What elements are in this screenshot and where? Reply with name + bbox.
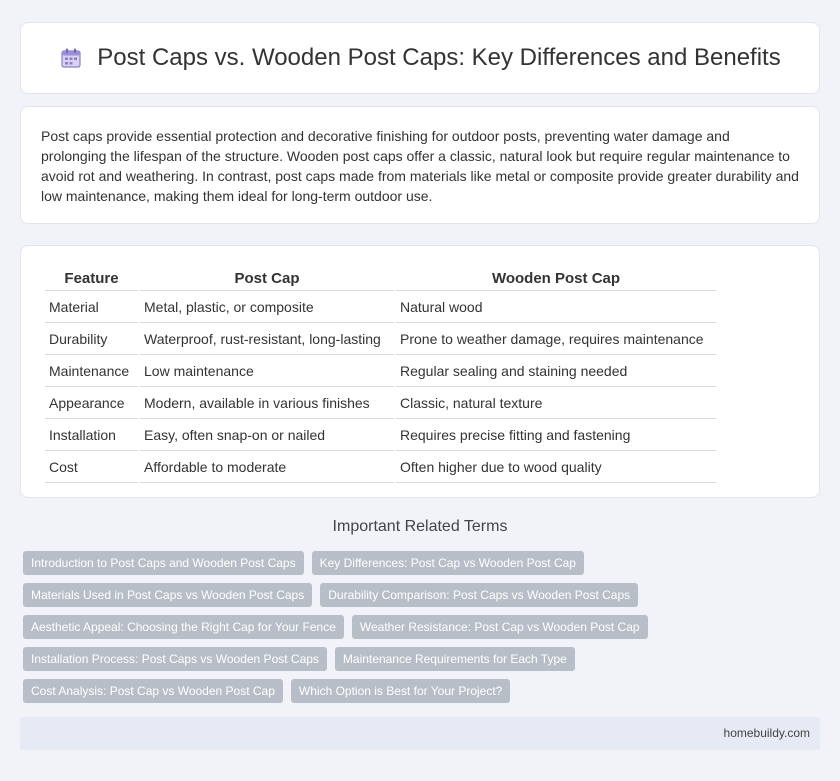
intro-text: Post caps provide essential protection and decorative finishing for outdoor posts, preventing water damage and prolonging the lifespan of the structure. Wooden post caps offer a classic, natural look but require regular maintenance to avoid rot and weathering. In contrast, post caps made from materials like metal or composite provide greater durability and low maintenance, making them ideal for long-term outdoor use.	[41, 128, 799, 204]
header-feature: Feature	[45, 268, 138, 291]
page-title: Post Caps vs. Wooden Post Caps: Key Differences and Benefits	[97, 44, 781, 71]
table-row	[45, 293, 716, 323]
title-card	[20, 22, 820, 94]
table-row	[45, 325, 716, 355]
tag-row	[23, 583, 823, 607]
cell-post-cap: Waterproof, rust-resistant, long-lasting	[140, 325, 394, 355]
related-terms-list	[23, 551, 823, 711]
cell-feature: Material	[45, 293, 138, 323]
cell-post-cap: Easy, often snap-on or nailed	[140, 421, 394, 451]
calendar-icon	[59, 46, 83, 70]
related-term-tag[interactable]: Key Differences: Post Cap vs Wooden Post Cap	[312, 551, 584, 575]
header-post-cap: Post Cap	[140, 268, 394, 291]
table-row	[45, 453, 716, 483]
tag-row	[23, 615, 823, 639]
related-term-tag[interactable]: Durability Comparison: Post Caps vs Wooden Post Caps	[320, 583, 638, 607]
intro-card	[20, 106, 820, 224]
footer	[20, 717, 820, 750]
cell-wooden-post-cap: Often higher due to wood quality	[396, 453, 716, 483]
table-row	[45, 389, 716, 419]
footer-site-link[interactable]: homebuildy.com	[723, 726, 810, 740]
related-term-tag[interactable]: Introduction to Post Caps and Wooden Post Caps	[23, 551, 304, 575]
related-term-tag[interactable]: Installation Process: Post Caps vs Wooden Post Caps	[23, 647, 327, 671]
cell-post-cap: Modern, available in various finishes	[140, 389, 394, 419]
cell-feature: Cost	[45, 453, 138, 483]
cell-feature: Durability	[45, 325, 138, 355]
comparison-table	[43, 266, 718, 485]
related-term-tag[interactable]: Maintenance Requirements for Each Type	[335, 647, 575, 671]
cell-post-cap: Low maintenance	[140, 357, 394, 387]
cell-wooden-post-cap: Classic, natural texture	[396, 389, 716, 419]
cell-wooden-post-cap: Prone to weather damage, requires maintenance	[396, 325, 716, 355]
cell-feature: Installation	[45, 421, 138, 451]
cell-feature: Maintenance	[45, 357, 138, 387]
cell-post-cap: Affordable to moderate	[140, 453, 394, 483]
related-term-tag[interactable]: Aesthetic Appeal: Choosing the Right Cap for Your Fence	[23, 615, 344, 639]
related-term-tag[interactable]: Weather Resistance: Post Cap vs Wooden Post Cap	[352, 615, 648, 639]
tag-row	[23, 679, 823, 703]
related-term-tag[interactable]: Which Option is Best for Your Project?	[291, 679, 510, 703]
related-terms-title: Important Related Terms	[332, 518, 508, 535]
header-wooden-post-cap: Wooden Post Cap	[396, 268, 716, 291]
cell-wooden-post-cap: Regular sealing and staining needed	[396, 357, 716, 387]
cell-feature: Appearance	[45, 389, 138, 419]
related-term-tag[interactable]: Materials Used in Post Caps vs Wooden Post Caps	[23, 583, 312, 607]
related-term-tag[interactable]: Cost Analysis: Post Cap vs Wooden Post Cap	[23, 679, 283, 703]
comparison-table-card	[20, 245, 820, 498]
table-header-row	[45, 268, 716, 291]
table-row	[45, 357, 716, 387]
tag-row	[23, 551, 823, 575]
cell-wooden-post-cap: Requires precise fitting and fastening	[396, 421, 716, 451]
cell-wooden-post-cap: Natural wood	[396, 293, 716, 323]
table-row	[45, 421, 716, 451]
cell-post-cap: Metal, plastic, or composite	[140, 293, 394, 323]
tag-row	[23, 647, 823, 671]
